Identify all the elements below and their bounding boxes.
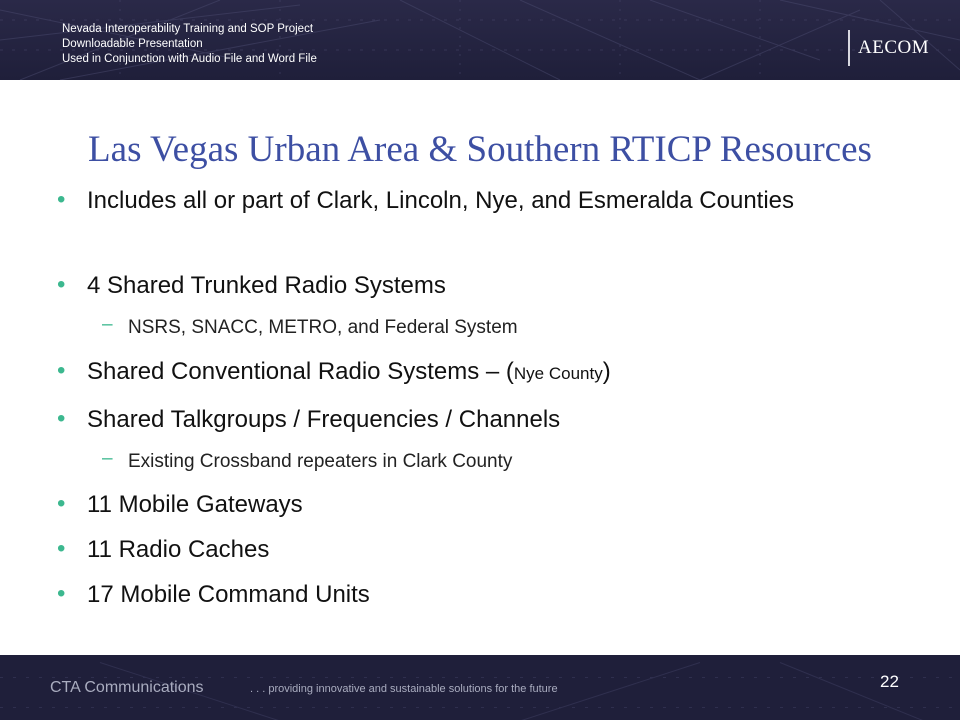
bullet-icon: • <box>57 186 66 213</box>
item-crossband: Existing Crossband repeaters in Clark County <box>128 451 513 472</box>
conventional-nye-county: Nye County <box>513 364 603 383</box>
header-project-info <box>62 22 317 67</box>
logo-text: AECOM <box>858 37 930 58</box>
item-mobile-gateways: 11 Mobile Gateways <box>87 491 303 518</box>
item-trunked-systems: 4 Shared Trunked Radio Systems <box>87 272 446 299</box>
logo-divider <box>848 30 850 66</box>
item-radio-caches: 11 Radio Caches <box>87 536 270 563</box>
dash-icon: – <box>102 448 113 469</box>
aecom-logo <box>848 30 929 66</box>
dash-icon: – <box>102 314 113 335</box>
header-line-3: Used in Conjunction with Audio File and Word File <box>62 53 317 65</box>
item-command-units: 17 Mobile Command Units <box>87 581 370 608</box>
slide-title: Las Vegas Urban Area & Southern RTICP Resources <box>88 129 872 170</box>
bullet-icon: • <box>57 357 66 384</box>
header-line-1: Nevada Interoperability Training and SOP Project <box>62 23 314 35</box>
conventional-end-text: ) <box>602 358 611 385</box>
bullet-icon: • <box>57 535 66 562</box>
bullet-icon: • <box>57 405 66 432</box>
bullet-icon: • <box>57 490 66 517</box>
item-conventional-systems <box>87 354 887 392</box>
footer-tagline: . . . providing innovative and sustainable solutions for the future <box>250 683 558 695</box>
bullet-icon: • <box>57 271 66 298</box>
item-trunked-list: NSRS, SNACC, METRO, and Federal System <box>128 317 518 338</box>
page-number: 22 <box>880 672 899 691</box>
conventional-main-text: Shared Conventional Radio Systems – ( <box>87 358 514 385</box>
item-counties: Includes all or part of Clark, Lincoln, Nye, and Esmeralda Counties <box>87 187 795 214</box>
header-banner <box>0 0 960 80</box>
header-line-2: Downloadable Presentation <box>62 38 203 50</box>
footer-company: CTA Communications <box>50 679 204 696</box>
item-talkgroups: Shared Talkgroups / Frequencies / Channels <box>87 406 561 433</box>
footer-banner <box>0 655 960 720</box>
bullet-icon: • <box>57 580 66 607</box>
